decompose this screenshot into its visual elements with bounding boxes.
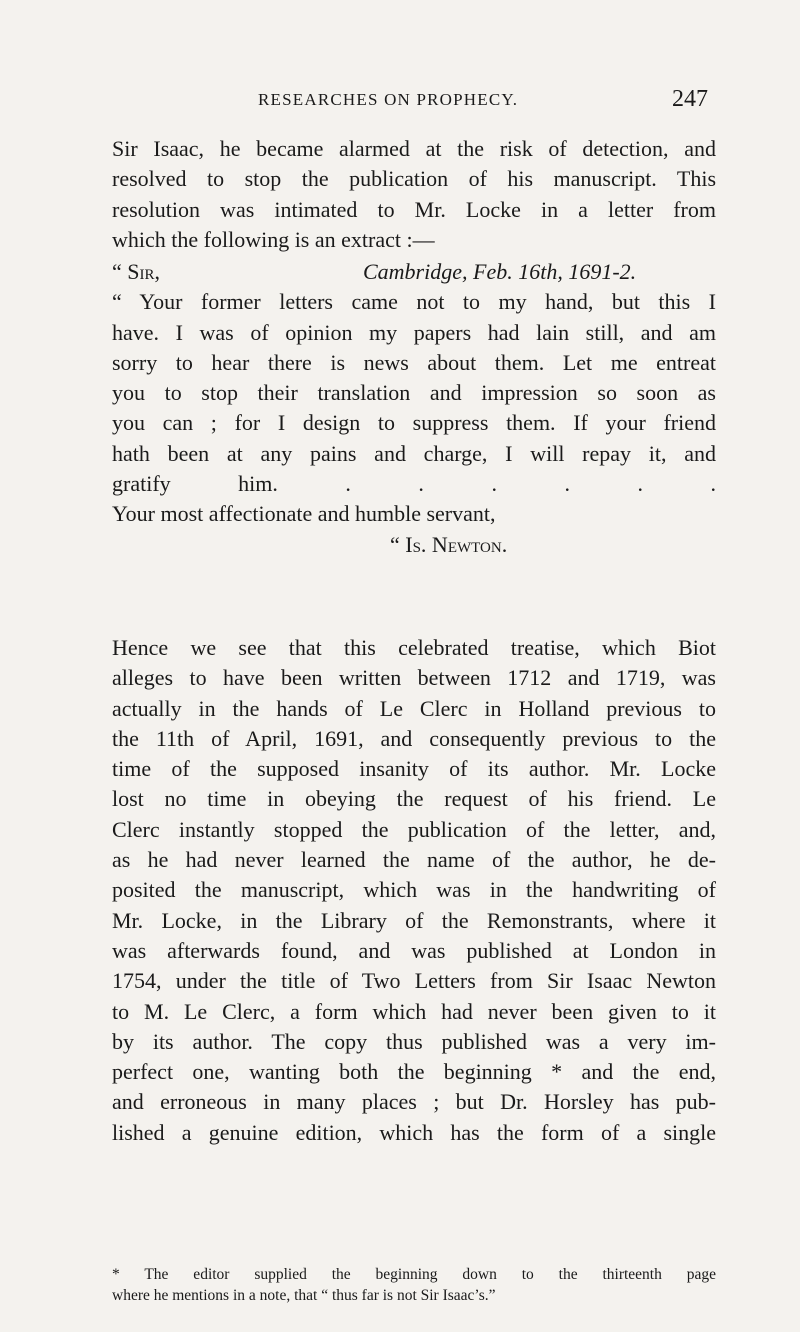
letter-line: “ Your former letters came not to my hand, but this I — [112, 289, 716, 315]
text-line: and erroneous in many places ; but Dr. Horsley has pub- — [112, 1089, 716, 1115]
letter-line: have. I was of opinion my papers had lain still, and am — [112, 319, 716, 345]
page-number: 247 — [672, 86, 708, 112]
letter-line: you to stop their translation and impression so soon as — [112, 380, 716, 406]
text-line: by its author. The copy thus published was a very im- — [112, 1028, 716, 1054]
letter-line: sorry to hear there is news about them. Let me entreat — [112, 349, 716, 375]
letter-place-date: Cambridge, Feb. 16th, 1691-2. — [363, 259, 637, 284]
letter-salutation: “ Sir, — [112, 259, 160, 284]
text-line: to M. Le Clerc, a form which had never been given to it — [112, 998, 716, 1024]
text-line: Clerc instantly stopped the publication of the letter, and, — [112, 816, 716, 842]
letter-line: you can ; for I design to suppress them. If your friend — [112, 410, 716, 436]
text-line: the 11th of April, 1691, and consequently previous to the — [112, 725, 716, 751]
letter-signature: “ Is. Newton. — [390, 531, 508, 557]
text-line: time of the supposed insanity of its author. Mr. Locke — [112, 756, 716, 782]
text-line: which the following is an extract :— — [112, 226, 435, 252]
letter-extract — [112, 257, 716, 560]
footnote-line: * The editor supplied the beginning down to the thirteenth page — [112, 1266, 716, 1283]
text-line: Hence we see that this celebrated treatise, which Biot — [112, 635, 716, 660]
footnote-line: where he mentions in a note, that “ thus far is not Sir Isaac’s.” — [112, 1287, 496, 1304]
paragraph-intro — [112, 134, 716, 255]
text-line: as he had never learned the name of the author, he de- — [112, 847, 716, 873]
text-line: alleges to have been written between 1712 and 1719, was — [112, 665, 716, 691]
running-head — [0, 86, 800, 116]
paragraph-main — [112, 633, 716, 1148]
text-line: was afterwards found, and was published at London in — [112, 937, 716, 963]
text-line: Mr. Locke, in the Library of the Remonstrants, where it — [112, 907, 716, 933]
text-line: resolved to stop the publication of his manuscript. This — [112, 166, 716, 192]
text-line: Sir Isaac, he became alarmed at the risk of detection, and — [112, 136, 716, 161]
letter-line: Your most affectionate and humble servant, — [112, 501, 496, 527]
text-line: perfect one, wanting both the beginning * and the end, — [112, 1059, 716, 1085]
text-line: resolution was intimated to Mr. Locke in a letter from — [112, 196, 716, 222]
text-line: lished a genuine edition, which has the form of a single — [112, 1119, 716, 1145]
text-line: posited the manuscript, which was in the handwriting of — [112, 877, 716, 903]
footnote — [112, 1264, 716, 1306]
letter-header — [112, 257, 716, 287]
letter-line: gratify him. . . . . . . — [112, 471, 716, 497]
text-line: lost no time in obeying the request of his friend. Le — [112, 786, 716, 812]
text-line: 1754, under the title of Two Letters from Sir Isaac Newton — [112, 968, 716, 994]
running-title: RESEARCHES ON PROPHECY. — [258, 90, 519, 109]
text-line: actually in the hands of Le Clerc in Holland previous to — [112, 695, 716, 721]
letter-line: hath been at any pains and charge, I will repay it, and — [112, 440, 716, 466]
